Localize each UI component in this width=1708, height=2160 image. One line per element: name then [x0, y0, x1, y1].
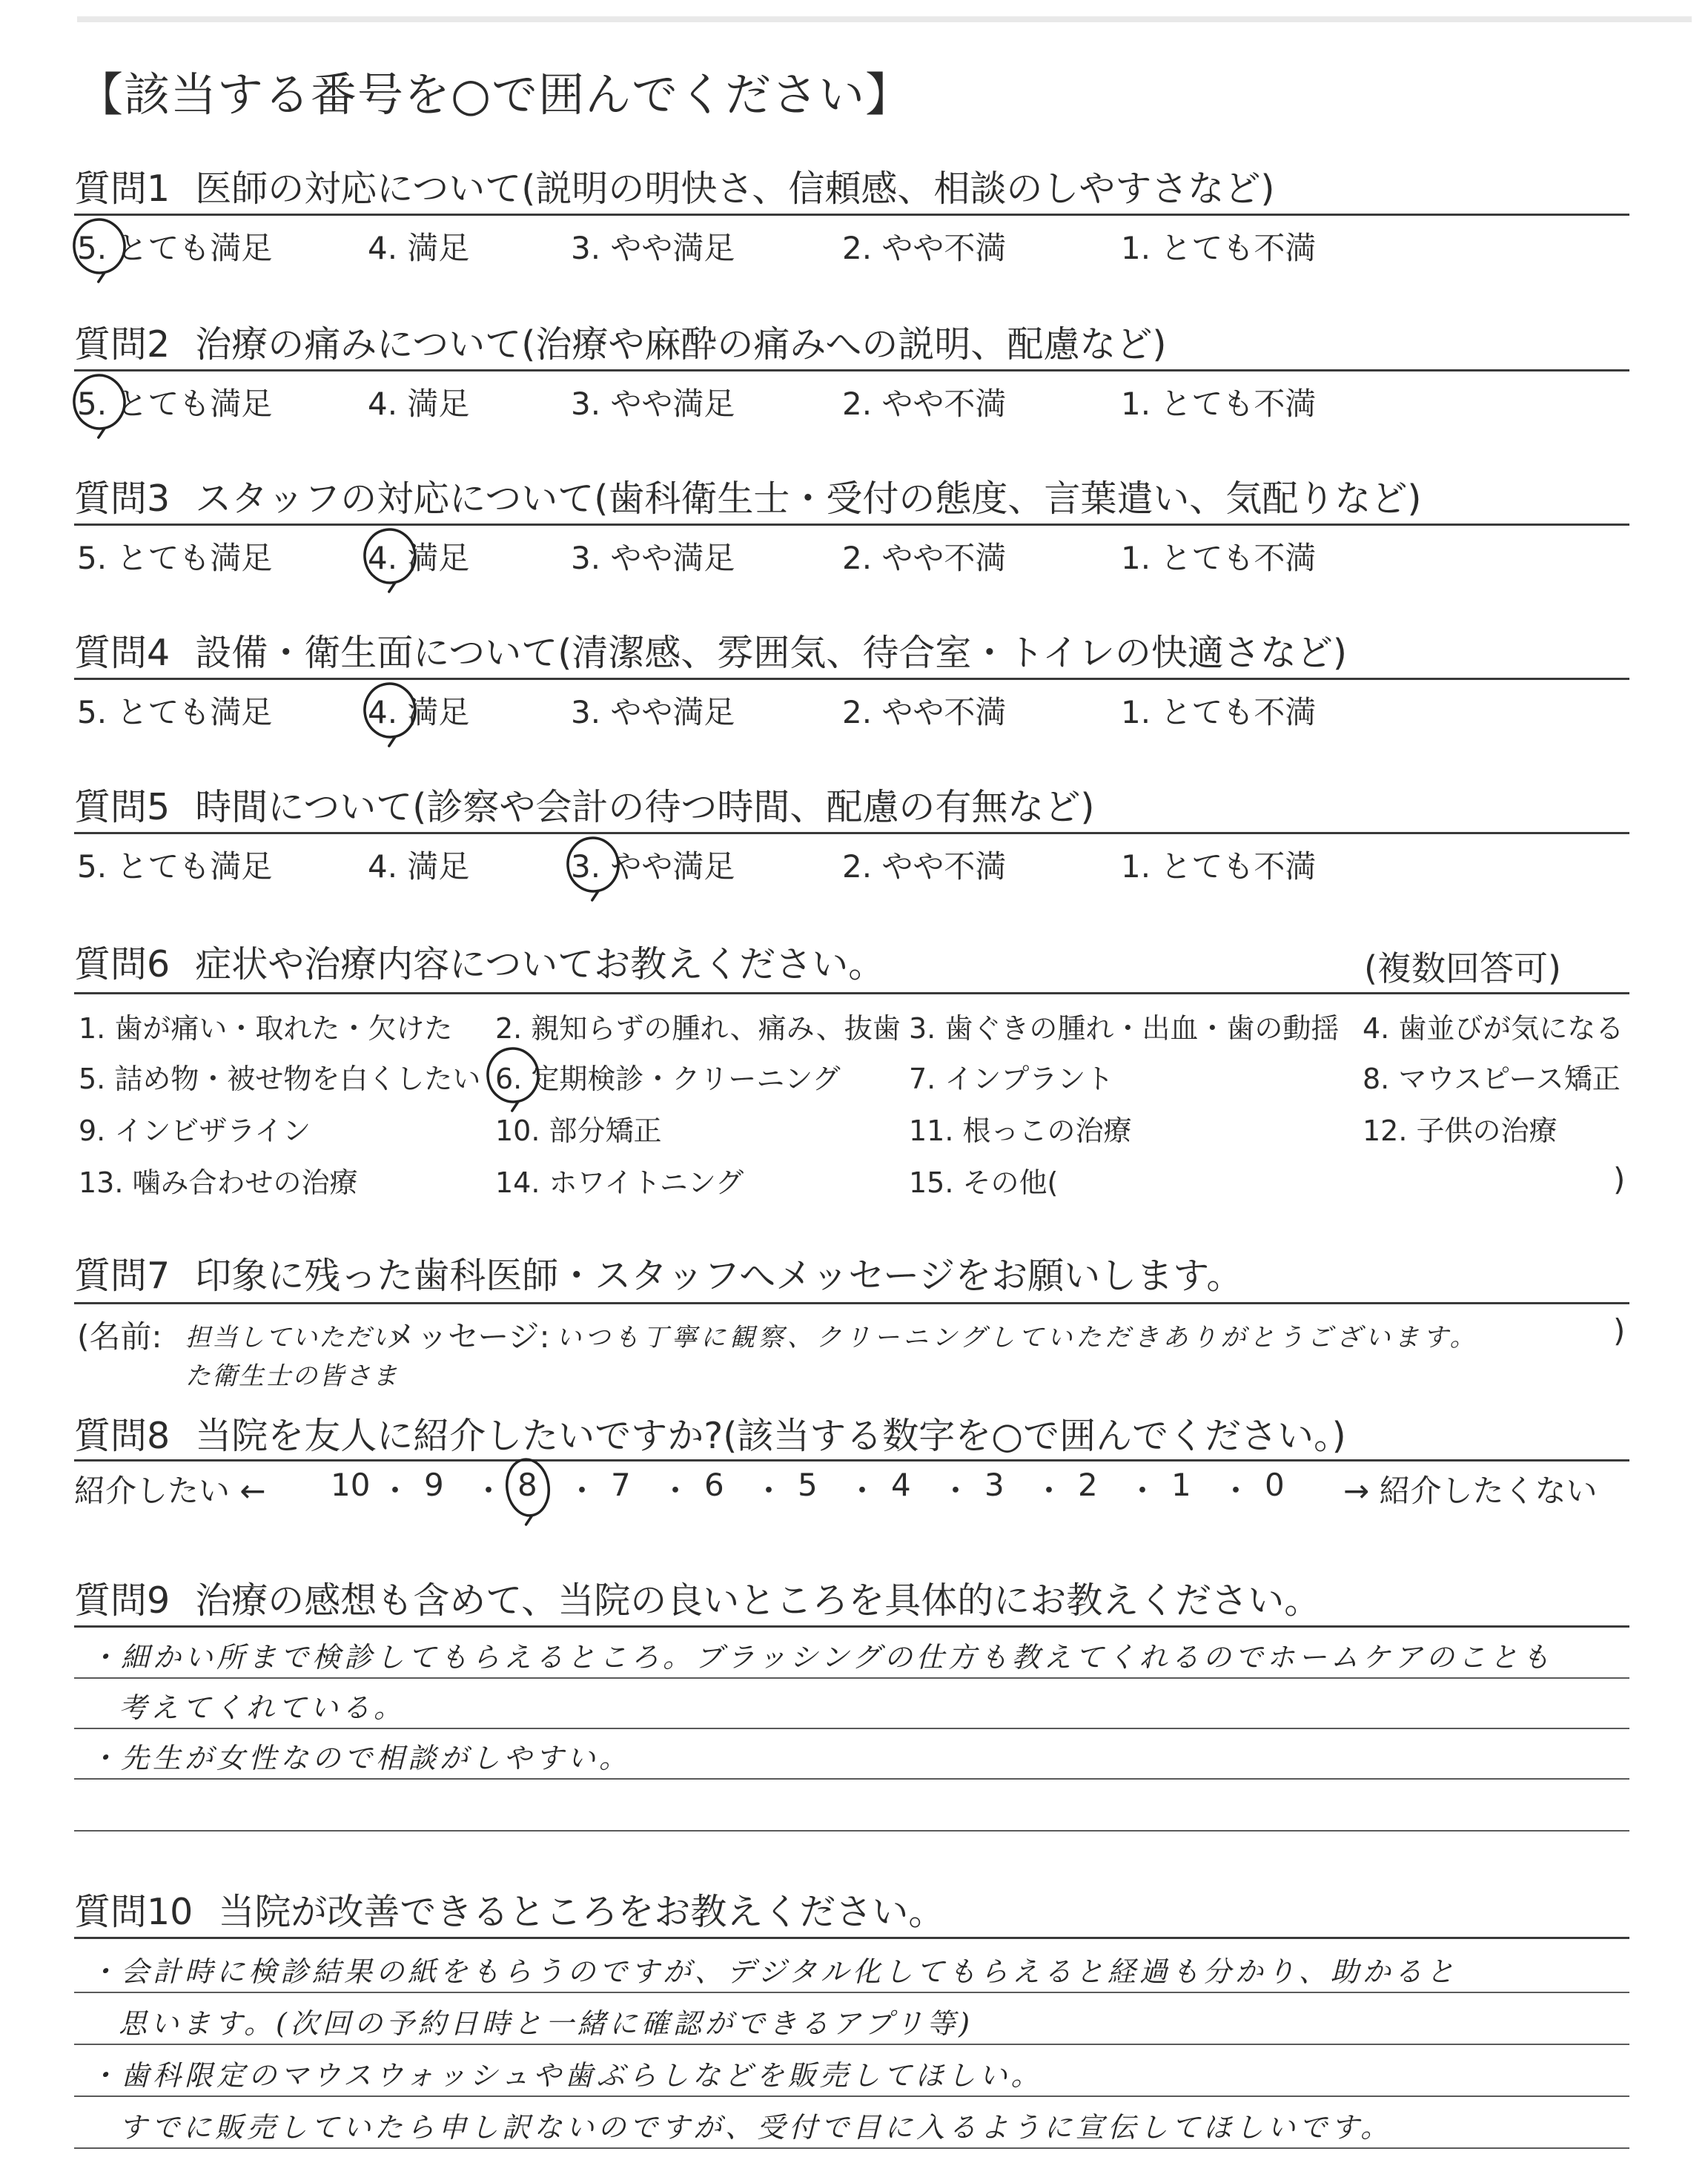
q6-heading: [74, 936, 884, 988]
q7-message-value: いつも丁寧に観察、クリーニングしていただきありがとうございます。: [556, 1323, 1479, 1353]
q8-score-1[interactable]: 1: [1171, 1467, 1191, 1503]
q2-heading: [74, 316, 1166, 368]
q10-answer-line: [74, 2095, 1629, 2097]
q4-text: 設備・衛生面について(清潔感、雰囲気、待合室・トイレの快適さなど): [195, 632, 1347, 674]
q6-number: 質問6: [74, 943, 171, 985]
q7-name-value-line1: 担当していただい: [185, 1323, 399, 1353]
q8-score-9[interactable]: 9: [424, 1467, 444, 1503]
q8-separator-dot: ・: [660, 1473, 692, 1509]
q3-heading: [74, 470, 1421, 522]
q8-rule: [74, 1459, 1629, 1462]
q6-note: (複数回答可): [1364, 948, 1561, 988]
q10-answer-text: 思います。(次回の予約日時と一緒に確認ができるアプリ等): [119, 2007, 974, 2040]
q2-rule: [74, 369, 1629, 371]
q5-text: 時間について(診察や会計の待つ時間、配慮の有無など): [195, 786, 1095, 828]
q5-option-4[interactable]: 4. 満足: [368, 848, 470, 885]
q7-close-paren: ): [1613, 1312, 1626, 1349]
q8-selected-circle-tail: [526, 1516, 532, 1525]
q4-option-5[interactable]: 5. とても満足: [77, 694, 273, 730]
q8-text: 当院を友人に紹介したいですか?(該当する数字を○で囲んでください。): [195, 1415, 1346, 1457]
q8-separator-dot: ・: [566, 1473, 598, 1509]
q9-answer-text: 考えてくれている。: [119, 1691, 406, 1724]
q7-name-value: [185, 1317, 399, 1353]
q1-option-5[interactable]: 5. とても満足: [77, 230, 273, 266]
q4-selected-circle-tail: [389, 737, 395, 746]
q3-selected-circle-tail: [389, 583, 395, 592]
q7-name-value-line2: た衛生士の皆さま: [185, 1361, 399, 1391]
q1-option-2[interactable]: 2. やや不満: [842, 230, 1007, 266]
q8-separator-dot: ・: [1220, 1473, 1252, 1509]
q10-rule: [74, 1937, 1629, 1939]
q2-option-2[interactable]: 2. やや不満: [842, 386, 1007, 422]
q7-text: 印象に残った歯科医師・スタッフへメッセージをお願いします。: [195, 1255, 1243, 1297]
q8-separator-dot: ・: [753, 1473, 785, 1509]
q6-option-14[interactable]: 14. ホワイトニング: [495, 1166, 744, 1199]
q5-option-1[interactable]: 1. とても不満: [1121, 848, 1317, 885]
q7-name-label: (名前:: [77, 1318, 162, 1355]
q8-separator-dot: ・: [847, 1473, 878, 1509]
q10-answer-line: [74, 2044, 1629, 2045]
q5-option-3[interactable]: 3. やや満足: [571, 848, 735, 885]
q5-option-5[interactable]: 5. とても満足: [77, 848, 273, 885]
q6-option-6[interactable]: 6. 定期検診・クリーニング: [495, 1063, 841, 1095]
q10-answer-line: [74, 2147, 1629, 2149]
q1-text: 医師の対応について(説明の明快さ、信頼感、相談のしやすさなど): [195, 168, 1275, 210]
q8-right-label: → 紹介したくない: [1343, 1473, 1598, 1509]
q8-score-5[interactable]: 5: [798, 1467, 818, 1503]
q10-answer-line: [74, 1992, 1629, 1993]
q1-selected-circle-tail: [99, 273, 105, 282]
q10-answer-text: ・歯科限定のマウスウォッシュや歯ぶらしなどを販売してほしい。: [89, 2059, 1043, 2092]
q8-score-8[interactable]: 8: [517, 1467, 537, 1503]
q9-answer-line: [74, 1728, 1629, 1729]
q6-option-8[interactable]: 8. マウスピース矯正: [1363, 1063, 1621, 1095]
q9-number: 質問9: [74, 1579, 171, 1622]
q6-option-12[interactable]: 12. 子供の治療: [1363, 1114, 1558, 1147]
q5-selected-circle-tail: [592, 891, 598, 900]
q2-text: 治療の痛みについて(治療や麻酔の痛みへの説明、配慮など): [195, 323, 1167, 366]
q8-score-7[interactable]: 7: [611, 1467, 631, 1503]
q4-option-3[interactable]: 3. やや満足: [571, 694, 735, 730]
q6-option-7[interactable]: 7. インプラント: [909, 1063, 1114, 1095]
q8-separator-dot: ・: [1127, 1473, 1159, 1509]
q6-option-4[interactable]: 4. 歯並びが気になる: [1363, 1012, 1624, 1045]
q8-number: 質問8: [74, 1415, 171, 1457]
q7-message-label: メッセージ:: [385, 1318, 550, 1355]
q6-option-15[interactable]: 15. その他(: [909, 1166, 1059, 1199]
q4-heading: [74, 624, 1347, 676]
q8-separator-dot: ・: [940, 1473, 972, 1509]
q4-rule: [74, 678, 1629, 680]
top-border: [77, 16, 1692, 22]
q7-heading: [74, 1247, 1242, 1299]
q5-option-2[interactable]: 2. やや不満: [842, 848, 1007, 885]
q8-score-4[interactable]: 4: [891, 1467, 911, 1503]
q10-text: 当院が改善できるところをお教えください。: [218, 1891, 945, 1933]
q10-answer-text: すでに販売していたら申し訳ないのですが、受付で目に入るように宣伝してほしいです。: [119, 2111, 1393, 2144]
q1-number: 質問1: [74, 168, 171, 210]
q6-option-3[interactable]: 3. 歯ぐきの腫れ・出血・歯の動揺: [909, 1012, 1340, 1045]
q4-option-4[interactable]: 4. 満足: [368, 694, 470, 730]
q6-option-11[interactable]: 11. 根っこの治療: [909, 1114, 1132, 1147]
q2-option-4[interactable]: 4. 満足: [368, 386, 470, 422]
q3-option-2[interactable]: 2. やや不満: [842, 540, 1007, 576]
q9-answer-line: [74, 1830, 1629, 1832]
q4-option-1[interactable]: 1. とても不満: [1121, 694, 1317, 730]
q5-rule: [74, 832, 1629, 834]
q1-option-1[interactable]: 1. とても不満: [1121, 230, 1317, 266]
q8-score-2[interactable]: 2: [1078, 1467, 1098, 1503]
q9-rule: [74, 1625, 1629, 1628]
q6-option-13[interactable]: 13. 噛み合わせの治療: [79, 1166, 358, 1199]
q9-answer-line: [74, 1778, 1629, 1780]
q3-rule: [74, 524, 1629, 526]
q3-option-3[interactable]: 3. やや満足: [571, 540, 735, 576]
q6-option-9[interactable]: 9. インビザライン: [79, 1114, 311, 1147]
q10-answer-text: ・会計時に検診結果の紙をもらうのですが、デジタル化してもらえると経過も分かり、助かると: [89, 1955, 1458, 1988]
q8-score-3[interactable]: 3: [984, 1467, 1004, 1503]
q1-option-4[interactable]: 4. 満足: [368, 230, 470, 266]
q1-option-3[interactable]: 3. やや満足: [571, 230, 735, 266]
q6-option-2[interactable]: 2. 親知らずの腫れ、痛み、抜歯: [495, 1012, 901, 1045]
q9-answer-text: ・細かい所まで検診してもらえるところ。ブラッシングの仕方も教えてくれるのでホームケアのことも: [89, 1641, 1554, 1674]
page-title: 【該当する番号を○で囲んでください】: [77, 67, 913, 122]
q3-number: 質問3: [74, 478, 171, 520]
q2-number: 質問2: [74, 323, 171, 366]
q7-rule: [74, 1302, 1629, 1304]
q2-option-5[interactable]: 5. とても満足: [77, 386, 273, 422]
q7-name-value-2: [185, 1355, 399, 1392]
q8-score-6[interactable]: 6: [704, 1467, 724, 1503]
q9-answer-line: [74, 1677, 1629, 1679]
q5-number: 質問5: [74, 786, 171, 828]
q5-heading: [74, 779, 1094, 830]
q1-heading: [74, 160, 1274, 212]
q9-heading: [74, 1572, 1320, 1624]
q6-other-close: ): [1613, 1161, 1626, 1198]
q4-number: 質問4: [74, 632, 171, 674]
q2-option-1[interactable]: 1. とても不満: [1121, 386, 1317, 422]
q4-option-2[interactable]: 2. やや不満: [842, 694, 1007, 730]
q8-separator-dot: ・: [1033, 1473, 1065, 1509]
q7-number: 質問7: [74, 1255, 171, 1297]
q3-option-5[interactable]: 5. とても満足: [77, 540, 273, 576]
q9-answer-text: ・先生が女性なので相談がしやすい。: [89, 1742, 632, 1774]
q8-heading: [74, 1407, 1346, 1459]
q8-separator-dot: ・: [473, 1473, 505, 1509]
q10-heading: [74, 1883, 944, 1935]
q3-option-4[interactable]: 4. 満足: [368, 540, 470, 576]
q1-rule: [74, 214, 1629, 216]
q8-score-0[interactable]: 0: [1265, 1467, 1285, 1503]
q8-separator-dot: ・: [380, 1473, 411, 1509]
q8-left-label: 紹介したい ←: [74, 1473, 266, 1509]
q3-text: スタッフの対応について(歯科衛生士・受付の態度、言葉遣い、気配りなど): [195, 478, 1422, 520]
q2-selected-circle-tail: [99, 429, 105, 437]
q3-option-1[interactable]: 1. とても不満: [1121, 540, 1317, 576]
q6-option-1[interactable]: 1. 歯が痛い・取れた・欠けた: [79, 1012, 453, 1045]
q6-text: 症状や治療内容についてお教えください。: [195, 943, 885, 985]
q6-option-5[interactable]: 5. 詰め物・被せ物を白くしたい: [79, 1063, 481, 1095]
q10-number: 質問10: [74, 1891, 193, 1933]
q6-option-10[interactable]: 10. 部分矯正: [495, 1114, 662, 1147]
q8-score-10[interactable]: 10: [331, 1467, 371, 1503]
q2-option-3[interactable]: 3. やや満足: [571, 386, 735, 422]
q6-rule: [74, 992, 1629, 994]
q9-text: 治療の感想も含めて、当院の良いところを具体的にお教えください。: [195, 1579, 1321, 1622]
